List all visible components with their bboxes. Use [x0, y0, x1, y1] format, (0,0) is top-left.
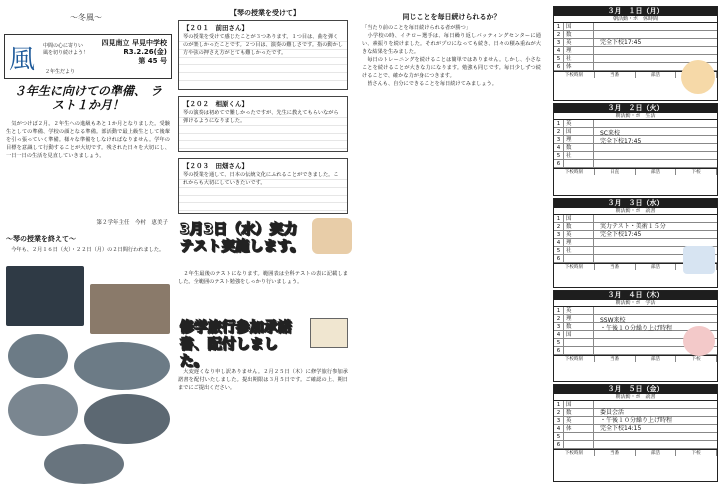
banner-test: 3月3日（水）実力テスト実施します。	[180, 222, 305, 255]
headline: ３年生に向けての準備、 ラスト１か月！	[13, 84, 163, 112]
school-info: 四見南立 早見中学校 R3.2.26(金) 第 45 号	[101, 39, 167, 65]
student-illustration	[312, 218, 352, 254]
test-body: ２年生最後のテストになります。範囲表は全科テストの表に記載しました。全範囲のテスト勉強をしっかり行いましょう。	[178, 271, 348, 285]
calendar-day-1: ３月 １日（月） 朝活動・ポ 休時間 1 国 2 数 3 英 4 理 5 社 6 体 完全下校17:45 下校時刻 当番 部活	[553, 6, 718, 101]
note-2: 【２０２ 相原くん】 琴の演奏は初めてで難しかったですが、先生に教えてもらいながら弾けるようになりました。	[178, 96, 348, 152]
column-front	[4, 4, 172, 486]
note-3: 【２０３ 田畑さん】 琴の授業を通して、日本の伝統文化にふれることができました。これからも大切にしていきたいです。	[178, 158, 348, 214]
doll-sticker	[683, 326, 715, 356]
calendar	[553, 6, 718, 484]
section-body: 今年も、２月１６日（火）・２２日（月）の２日間行われました。	[6, 247, 165, 253]
masthead	[4, 34, 172, 79]
banner-trip: 修学旅行参加承諾書、配付しました。	[180, 320, 292, 370]
trip-body: 大変遅くなり申し訳ありません。２月２５日（木）に修学旅行参加承諾書を配付いたしました。提出期限は３月５日です。ご確認の上、期日までにご提出ください。	[178, 369, 348, 391]
essay-body: 「当たり前のことを毎日続けられる者が勝つ」 小学校の時、イチロー選手は、毎日繰り返しバッティングセンターに通い、素振りを続けました。それがプロになっても続き、日々の積み重ねが大きな結果を生みました。 毎日のトレーニングを続けることは簡単ではありません。しかし、小さなことを続けることが大きな力になります。勉強も同じです。毎日少しずつ続けることで、確かな力が身につきます。 皆さんも、自分にできることを毎日続けてみましょう。	[362, 25, 541, 87]
koto-title: 【琴の授業を受けて】	[230, 9, 300, 17]
column-koto	[176, 8, 354, 486]
masthead-kanji: 風	[9, 45, 36, 75]
study-sticker	[683, 246, 715, 274]
photo-koto-6	[84, 394, 170, 444]
masthead-sub: ２年生だより	[45, 69, 76, 75]
calendar-day-5: ３月 ５日（金） 朝活動・ポ 読書 1 国 2 数 3 英 4 体 5 6 委員会活 ・午後１０分繰り上げ時程 完全下校14:15 下校時刻 当番 部活 下校	[553, 384, 718, 482]
season-title: 〜冬風〜	[70, 13, 102, 22]
article-body: 気がつけば２月。２年生への進級もあと１か月となりました。受験生としての準備、学校の顔となる準備。部活動で最上級生として後輩を引っ張っていく準備。様々な準備をしなければなりません。学年の目標を意識して行動することが大切です。残された日々を大切にし、一日一日の生活を見直していきましょう。	[6, 121, 170, 159]
photo-koto-2	[90, 284, 170, 334]
photo-koto-4	[74, 342, 170, 390]
photo-koto-3	[8, 334, 68, 378]
note-1: 【２０１ 前田さん】 琴の授業を受けて感じたことが３つあります。１つ目は、曲を弾くのが楽しかったことです。２つ目は、演奏の難しさです。指の動かし方や弦の押さえ方がとても難しかったです。	[178, 20, 348, 90]
essay-title: 同じことを毎日続けられるか？	[402, 13, 501, 21]
march-sticker	[681, 60, 715, 94]
column-essay	[360, 12, 543, 486]
paper-illustration	[310, 318, 348, 348]
photo-koto-5	[8, 384, 78, 436]
photo-koto-1	[6, 266, 84, 326]
masthead-tagline: 中間の心に寄りい 風を切り続けよう！	[43, 43, 89, 56]
photo-koto-7	[44, 444, 124, 484]
calendar-day-3: ３月 ３日（水） 朝活動・ポ 読書 1 国 2 数 3 英 4 理 5 社 6 実力テスト・美術１５分 完全下校17:45 下校時刻 当番 部活	[553, 198, 718, 288]
calendar-day-2: ３月 ２日（火） 朝活動・ポ 生活 1 英 2 国 3 理 4 数 5 社 6 SC来校 完全下校17:45 下校時刻 日直 部活 下校	[553, 103, 718, 196]
calendar-day-4: ３月 ４日（木） 朝活動・ポ 学活 1 英 2 理 3 数 4 国 5 6 SSW来校 ・午後１０分繰り上げ時程 下校時刻 当番 部活 下校	[553, 290, 718, 382]
signature: 第２学年主任 今村 恵美子	[96, 220, 168, 226]
section-title: 〜琴の授業を終えて〜	[6, 235, 76, 243]
